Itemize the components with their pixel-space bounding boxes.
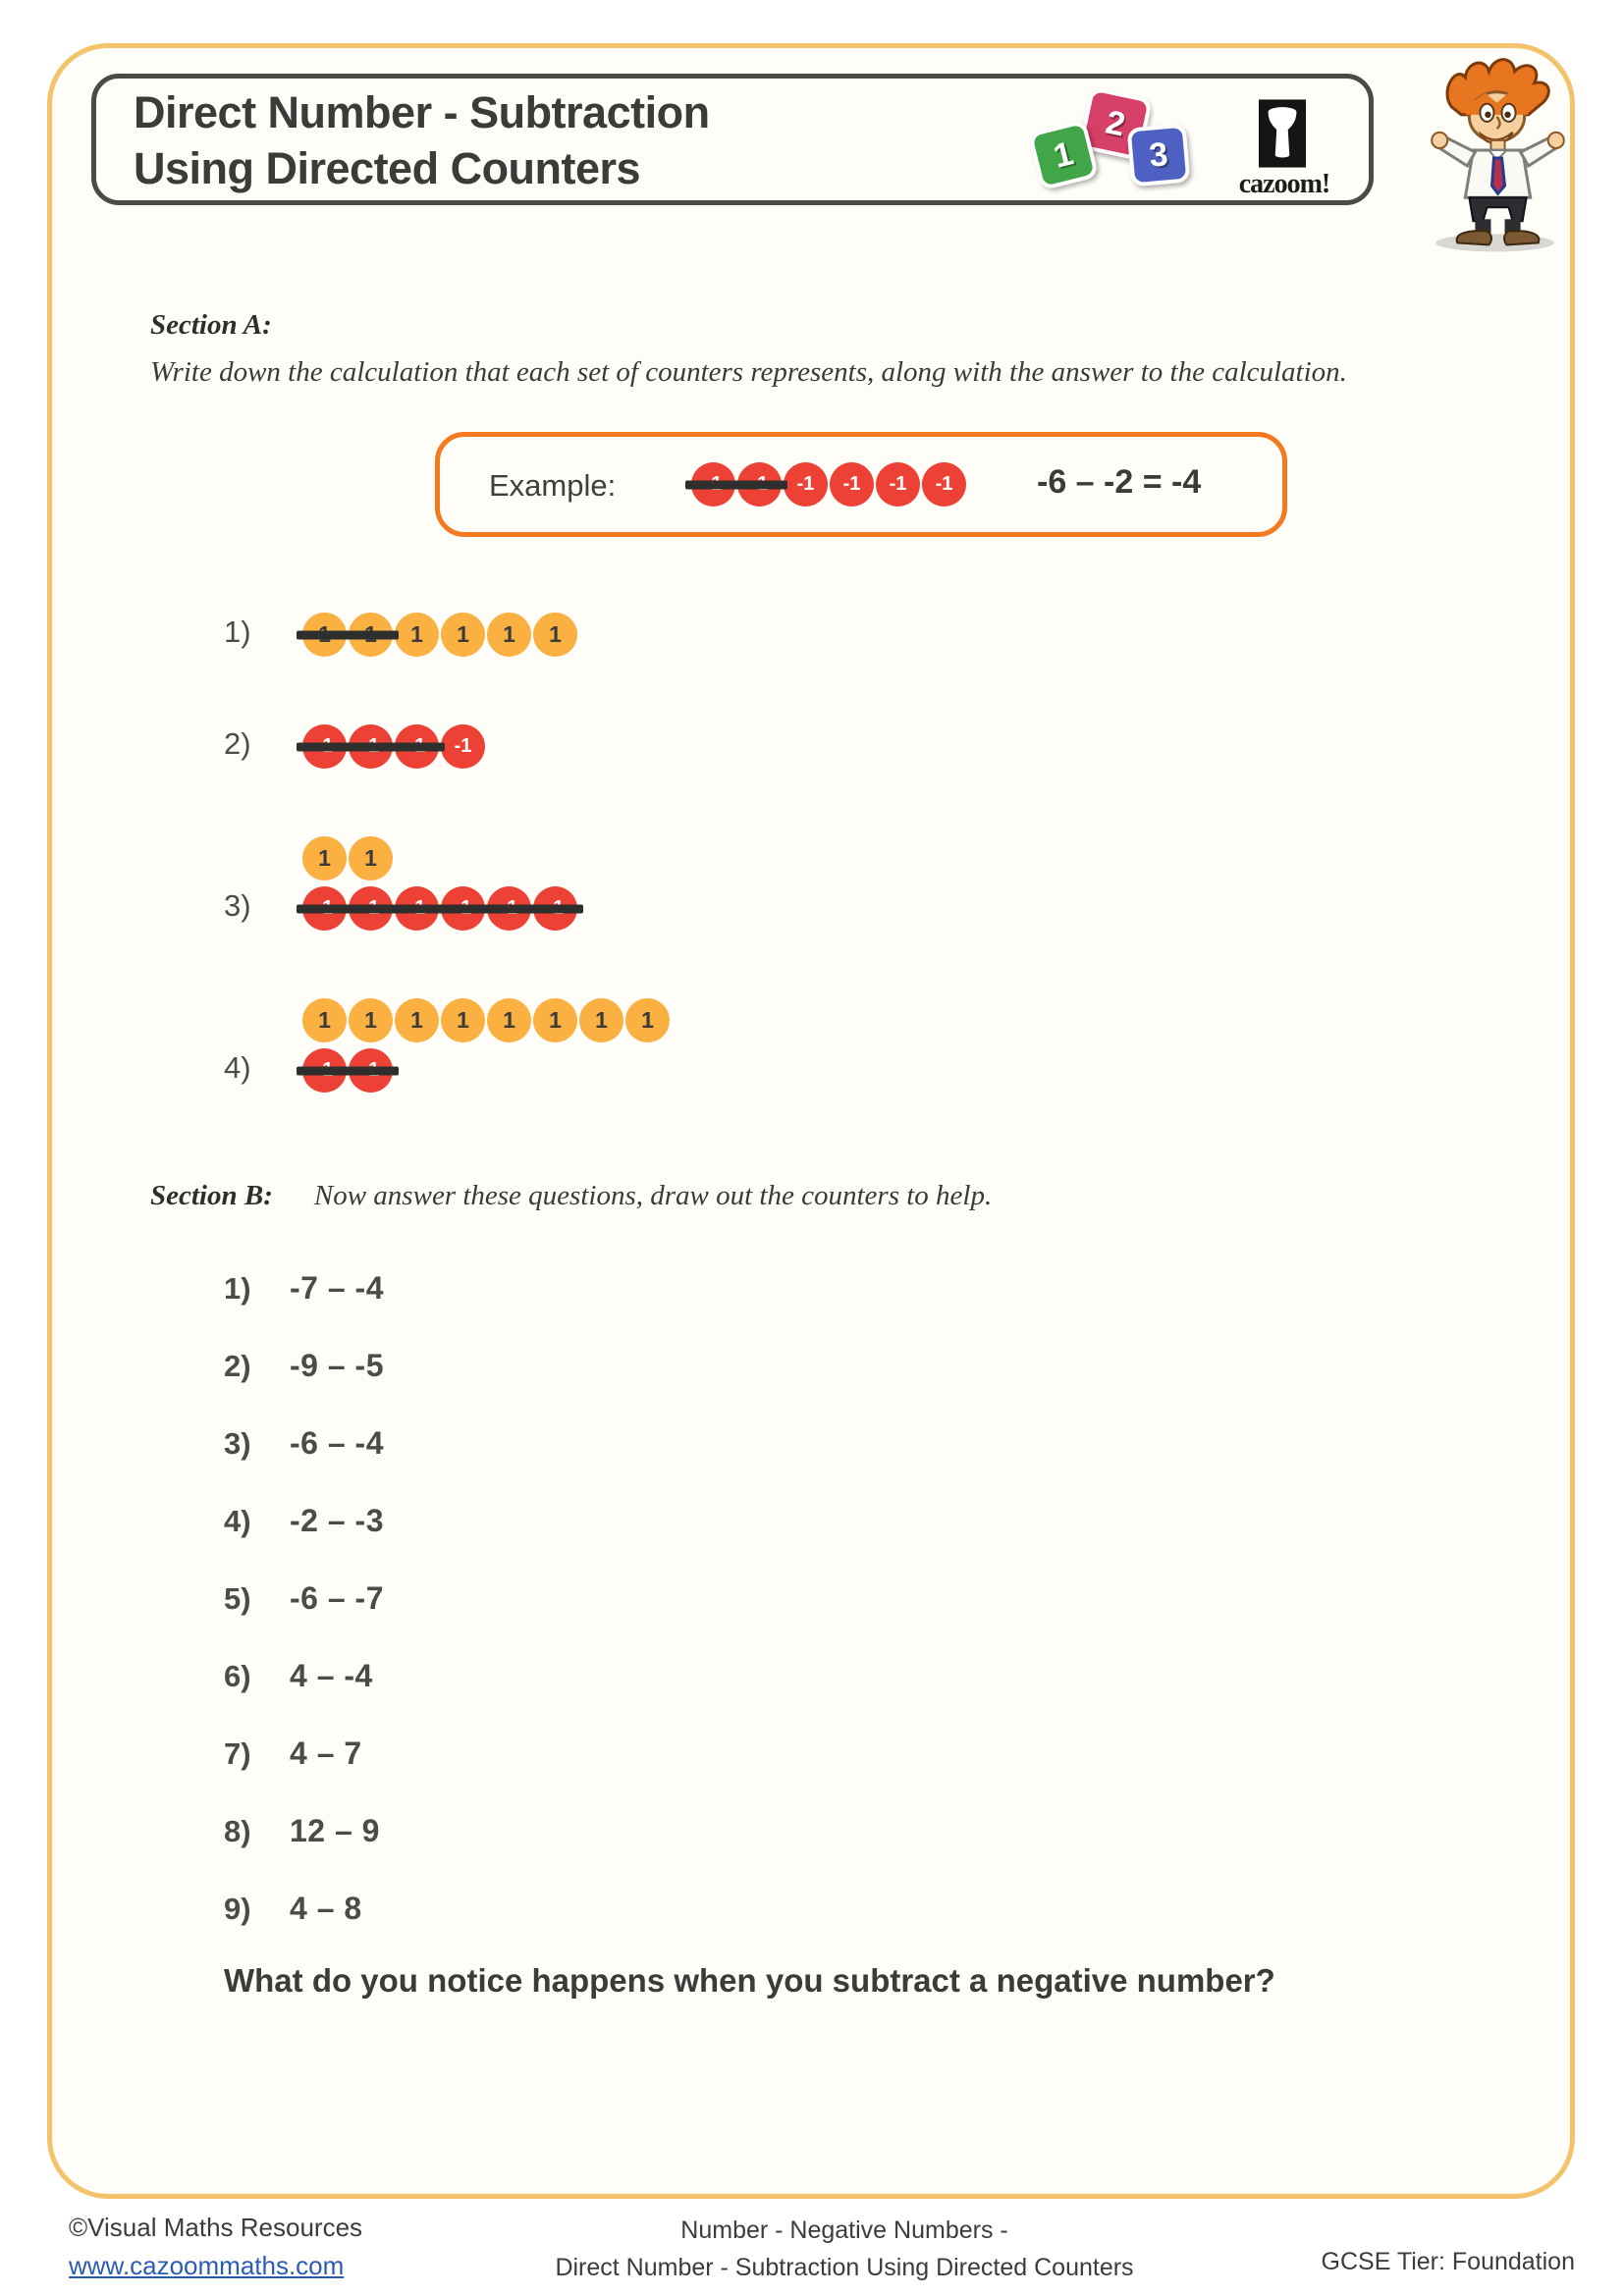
- question-number: 5): [224, 1580, 251, 1616]
- page-title-line2: Using Directed Counters: [134, 143, 641, 193]
- question-expression: 4 – 8: [290, 1891, 362, 1926]
- question-number: 1): [224, 614, 251, 649]
- yellow-counter: 1: [579, 998, 623, 1042]
- section-b-heading: Section B:: [150, 1180, 273, 1211]
- section-a-questions: [224, 613, 670, 1160]
- question-number: 6): [224, 1658, 251, 1693]
- section-b-header: [150, 1180, 992, 1212]
- section-b-question: [224, 1715, 384, 1792]
- copyright-text: ©Visual Maths Resources: [69, 2213, 363, 2242]
- page-title-line1: Direct Number - Subtraction: [134, 87, 710, 137]
- section-b-question: [224, 1250, 384, 1327]
- counter-rows: [302, 724, 485, 769]
- yellow-counter: 1: [302, 836, 347, 881]
- question-number: 4): [224, 1050, 251, 1085]
- page-title: [134, 84, 710, 196]
- section-a-instruction: Write down the calculation that each set of counters represents, along with the answer to the calculation.: [150, 356, 1347, 388]
- djembe-drum-icon: [1259, 98, 1306, 169]
- counter-row: [302, 998, 670, 1042]
- red-counter: -1: [830, 462, 874, 507]
- question-number: 3): [224, 888, 251, 923]
- question-number: 9): [224, 1891, 251, 1926]
- block-3-label: 3: [1147, 134, 1170, 175]
- question-number: 2): [224, 1348, 251, 1383]
- final-question: What do you notice happens when you subtract a negative number?: [224, 1962, 1275, 1999]
- red-counter: -1: [876, 462, 920, 507]
- footer-left: [69, 2209, 362, 2285]
- yellow-counter: 1: [533, 613, 577, 657]
- teacher-mascot-icon: [1386, 55, 1607, 253]
- yellow-counter: 1: [349, 998, 393, 1042]
- section-b-question: [224, 1482, 384, 1560]
- section-a-question: [224, 613, 670, 657]
- section-b-question: [224, 1792, 384, 1870]
- yellow-counter: 1: [395, 998, 439, 1042]
- counter-row: [691, 462, 966, 507]
- section-b-question: [224, 1870, 384, 1948]
- red-counter: -1: [784, 462, 828, 507]
- question-number: 8): [224, 1813, 251, 1848]
- yellow-counter: 1: [349, 836, 393, 881]
- example-counters: [691, 462, 966, 507]
- counter-rows: [302, 613, 577, 657]
- strike-line: [297, 1066, 399, 1075]
- question-number: 3): [224, 1425, 251, 1461]
- section-a-heading: Section A:: [150, 309, 272, 341]
- yellow-counter: 1: [625, 998, 670, 1042]
- counter-row: [302, 1048, 670, 1093]
- question-expression: -6 – -4: [290, 1425, 384, 1461]
- number-block-3-icon: [1126, 123, 1190, 187]
- question-expression: -6 – -7: [290, 1580, 384, 1616]
- website-link[interactable]: www.cazoommaths.com: [69, 2251, 345, 2280]
- section-b-instruction: Now answer these questions, draw out the counters to help.: [313, 1180, 993, 1211]
- sheet-border: [47, 43, 1575, 2199]
- strike-line: [685, 480, 787, 489]
- yellow-counter: 1: [302, 998, 347, 1042]
- footer-tier: GCSE Tier: Foundation: [1321, 2248, 1575, 2275]
- question-expression: -7 – -4: [290, 1270, 384, 1306]
- counter-row: [302, 613, 577, 657]
- yellow-counter: 1: [487, 998, 531, 1042]
- example-equation: -6 – -2 = -4: [1037, 463, 1202, 501]
- block-1-label: 1: [1050, 133, 1077, 176]
- section-a-question: [224, 998, 670, 1093]
- counter-rows: [302, 998, 670, 1093]
- yellow-counter: 1: [441, 613, 485, 657]
- example-box: [435, 432, 1287, 537]
- section-b-question: [224, 1405, 384, 1482]
- question-number: 1): [224, 1270, 251, 1306]
- cazoom-logo-text: cazoom!: [1238, 169, 1330, 199]
- section-b-question: [224, 1637, 384, 1715]
- question-expression: -2 – -3: [290, 1503, 384, 1538]
- counter-row: [302, 724, 485, 769]
- question-expression: 4 – -4: [290, 1658, 373, 1693]
- yellow-counter: 1: [487, 613, 531, 657]
- footer-topic-line2: Direct Number - Subtraction Using Directed Counters: [555, 2254, 1134, 2281]
- section-a-question: [224, 836, 670, 931]
- section-b-questions: [224, 1250, 384, 1948]
- counter-row: [302, 836, 577, 881]
- title-box: [91, 74, 1374, 205]
- strike-line: [297, 630, 399, 639]
- footer-topic-line1: Number - Negative Numbers -: [680, 2216, 1008, 2244]
- block-2-label: 2: [1102, 102, 1129, 144]
- strike-line: [297, 742, 445, 751]
- question-expression: -9 – -5: [290, 1348, 384, 1383]
- yellow-counter: 1: [441, 998, 485, 1042]
- footer-center: [511, 2212, 1178, 2286]
- yellow-counter: 1: [395, 613, 439, 657]
- section-b-question: [224, 1560, 384, 1637]
- yellow-counter: 1: [533, 998, 577, 1042]
- question-number: 2): [224, 726, 251, 761]
- counter-row: [302, 886, 577, 931]
- counter-rows: [302, 836, 577, 931]
- red-counter: -1: [922, 462, 966, 507]
- section-b-question: [224, 1327, 384, 1405]
- strike-line: [297, 904, 583, 913]
- red-counter: -1: [441, 724, 485, 769]
- question-expression: 4 – 7: [290, 1735, 362, 1771]
- question-expression: 12 – 9: [290, 1813, 380, 1848]
- question-number: 7): [224, 1735, 251, 1771]
- section-a-question: [224, 724, 670, 769]
- question-number: 4): [224, 1503, 251, 1538]
- example-label: Example:: [489, 468, 617, 503]
